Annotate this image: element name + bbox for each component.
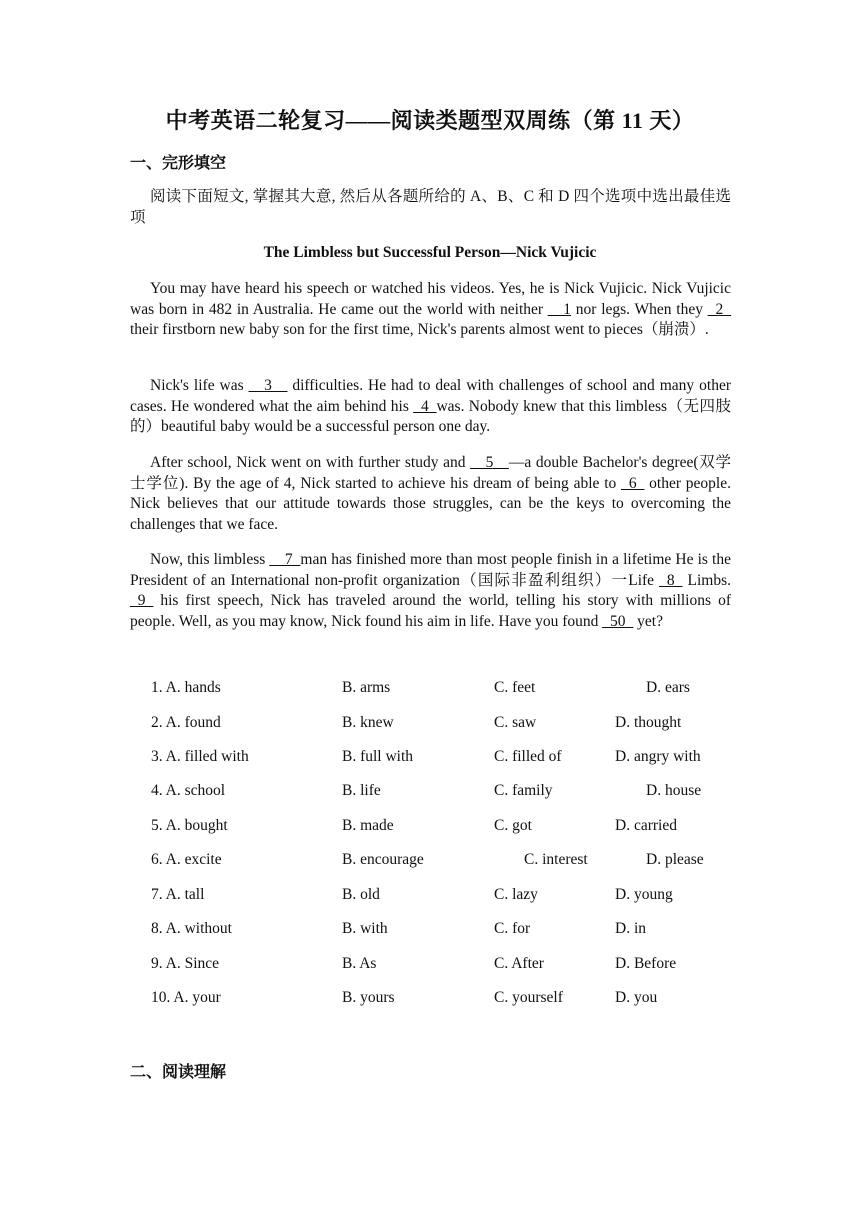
option-row [0, 886, 860, 908]
option-c: C. yourself [494, 989, 563, 1006]
option-row [0, 989, 860, 1011]
paragraph-1: You may have heard his speech or watched his videos. Yes, he is Nick Vujicic. Nick Vujicic was born in 482 in Australia. He came out the world with neither __1 nor legs. When they _2_ their firstborn new baby son for the first time, Nick's parents almost went to pieces（崩溃）. [130, 280, 731, 338]
option-d: D. carried [615, 817, 677, 834]
option-b: B. full with [342, 748, 414, 765]
blank-2: _2_ [707, 300, 731, 318]
option-d: D. please [646, 851, 704, 868]
option-a: 7. A. tall [151, 886, 205, 903]
option-a: 2. A. found [151, 714, 221, 731]
blank-4: _4_ [413, 397, 437, 415]
blank-9: _9_ [130, 592, 154, 609]
option-d: D. you [615, 989, 658, 1006]
option-d: D. ears [646, 679, 690, 696]
option-b: B. As [342, 955, 377, 972]
option-c: C. family [494, 782, 553, 799]
option-c: C. for [494, 920, 531, 937]
option-d: D. young [615, 886, 673, 903]
blank-1: __1 [547, 300, 572, 318]
option-c: C. filled of [494, 748, 562, 765]
option-b: B. yours [342, 989, 395, 1006]
option-a: 5. A. bought [151, 817, 228, 834]
option-a: 4. A. school [151, 782, 226, 799]
option-row [0, 817, 860, 839]
article-title: The Limbless but Successful Person—Nick Vujicic [263, 244, 597, 261]
blank-3: __3__ [248, 377, 288, 394]
option-b: B. arms [342, 679, 391, 696]
option-a: 10. A. your [151, 989, 221, 1006]
option-row [0, 679, 860, 701]
paragraph-3: After school, Nick went on with further study and __5__—a double Bachelor's degree(双学士学位). By the age of 4, Nick started to achieve his dream of being able to _6_ other people. Nick believes that our attitude towards those struggles, can be the keys to overcoming the challenges that we face. [130, 454, 731, 533]
option-b: B. old [342, 886, 380, 903]
option-b: B. with [342, 920, 388, 937]
option-row [0, 955, 860, 977]
option-c: C. feet [494, 679, 536, 696]
option-row [0, 782, 860, 804]
option-a: 6. A. excite [151, 851, 222, 868]
option-a: 8. A. without [151, 920, 232, 937]
option-c: C. saw [494, 714, 537, 731]
instructions: 阅读下面短文, 掌握其大意, 然后从各题所给的 A、B、C 和 D 四个选项中选出最佳选项 [130, 188, 731, 226]
option-b: B. life [342, 782, 381, 799]
blank-7: __7_ [269, 551, 301, 568]
option-row [0, 748, 860, 770]
option-c: C. got [494, 817, 532, 834]
option-row [0, 714, 860, 736]
blank-5: __5__ [470, 454, 509, 471]
option-c: C. After [494, 955, 544, 972]
option-b: B. encourage [342, 851, 424, 868]
option-b: B. knew [342, 714, 394, 731]
option-d: D. Before [615, 955, 677, 972]
option-b: B. made [342, 817, 394, 834]
option-a: 1. A. hands [151, 679, 221, 696]
blank-8: _8_ [659, 571, 683, 589]
option-a: 3. A. filled with [151, 748, 249, 765]
option-d: D. thought [615, 714, 682, 731]
option-c: C. interest [524, 851, 588, 868]
section-heading-reading: 二、阅读理解 [130, 1064, 227, 1081]
page-title: 中考英语二轮复习——阅读类题型双周练（第 11 天） [165, 108, 695, 133]
option-c: C. lazy [494, 886, 538, 903]
blank-6: _6_ [621, 474, 645, 492]
option-d: D. in [615, 920, 646, 937]
option-a: 9. A. Since [151, 955, 220, 972]
option-row [0, 851, 860, 873]
option-d: D. house [646, 782, 702, 799]
blank-10: _50_ [602, 612, 634, 630]
paragraph-2: Nick's life was __3__ difficulties. He had to deal with challenges of school and many other cases. He wondered what the aim behind his _4_was. Nobody knew that this limbless（无四肢的）beautiful baby would be a successful person one day. [130, 377, 731, 435]
option-d: D. angry with [615, 748, 701, 765]
section-heading-cloze: 一、完形填空 [130, 155, 227, 172]
option-row [0, 920, 860, 942]
paragraph-4: Now, this limbless __7_man has finished more than most people finish in a lifetime He is the President of an International non-profit organization（国际非盈利组织）一Life _8_ Limbs. _9_ his first speech, Nick has traveled around the world, telling his story with millions of people. Well, as you may know, Nick found his aim in life. Have you found _50_ yet? [130, 551, 731, 630]
